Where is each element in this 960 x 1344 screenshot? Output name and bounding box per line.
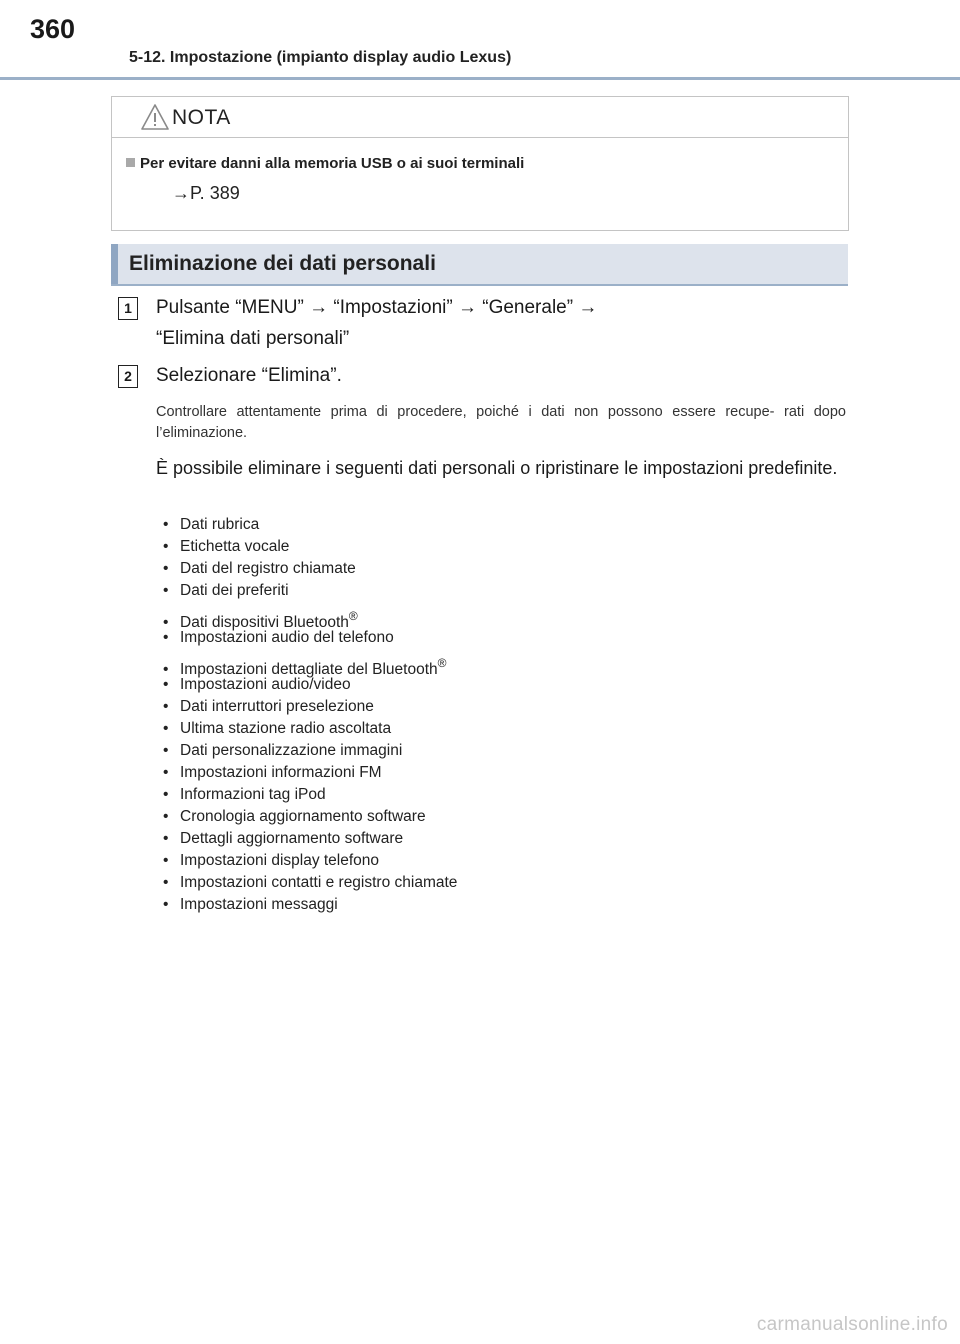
- bullet-icon: •: [163, 516, 169, 533]
- bullet-icon: •: [163, 742, 169, 759]
- list-item: • Impostazioni messaggi: [163, 894, 457, 916]
- square-bullet-icon: [126, 158, 135, 167]
- list-item: • Dati interruttori preselezione: [163, 696, 457, 718]
- page-number: 360: [30, 14, 76, 44]
- list-item: • Ultima stazione radio ascoltata: [163, 718, 457, 740]
- bullet-icon: •: [163, 896, 169, 913]
- list-item: • Dati dispositivi Bluetooth®: [163, 602, 457, 627]
- page-reference: P. 389: [190, 183, 240, 203]
- bullet-icon: •: [163, 808, 169, 825]
- step-text-1: [156, 292, 597, 354]
- notice-box: [111, 96, 849, 231]
- section-heading-text: Eliminazione dei dati personali: [129, 252, 436, 275]
- step-text-1-line1: Pulsante “MENU” → “Impostazioni” → “Generale” →: [156, 297, 598, 318]
- list-item: • Impostazioni audio/video: [163, 674, 457, 696]
- body-paragraph: È possibile eliminare i seguenti dati personali o ripristinare le impostazioni predefinite.: [156, 458, 838, 478]
- bullet-icon: •: [163, 764, 169, 781]
- step-number-1: 1: [118, 297, 138, 320]
- notice-header: [112, 97, 848, 138]
- bullet-icon: •: [163, 582, 169, 599]
- list-item: • Dati personalizzazione immagini: [163, 740, 457, 762]
- notice-item: [126, 155, 524, 172]
- bullet-icon: •: [163, 661, 169, 678]
- bullet-icon: •: [163, 852, 169, 869]
- section-heading: [111, 244, 848, 286]
- list-item: • Impostazioni informazioni FM: [163, 762, 457, 784]
- step-text-1-line2: “Elimina dati personali”: [156, 328, 350, 349]
- caution-note: Controllare attentamente prima di procedere, poiché i dati non possono essere recupe- rati dopo l’eliminazione.: [156, 404, 846, 441]
- list-item: • Dettagli aggiornamento software: [163, 828, 457, 850]
- bullet-icon: •: [163, 698, 169, 715]
- list-item: • Dati del registro chiamate: [163, 558, 457, 580]
- warning-triangle-icon: [140, 103, 170, 131]
- running-section-title: 5-12. Impostazione (impianto display audio Lexus): [129, 49, 512, 66]
- step-number-2: 2: [118, 365, 138, 388]
- list-item: • Impostazioni display telefono: [163, 850, 457, 872]
- bullet-icon: •: [163, 830, 169, 847]
- step-text-2: Selezionare “Elimina”.: [156, 365, 342, 386]
- registered-mark: ®: [348, 609, 358, 623]
- registered-mark: ®: [437, 656, 447, 670]
- bullet-icon: •: [163, 614, 169, 631]
- list-item: • Dati rubrica: [163, 514, 457, 536]
- list-item: • Impostazioni contatti e registro chiamate: [163, 872, 457, 894]
- bullet-icon: •: [163, 720, 169, 737]
- list-item: • Impostazioni audio del telefono: [163, 627, 457, 649]
- header-rule: [0, 77, 960, 80]
- bullet-icon: •: [163, 676, 169, 693]
- watermark: carmanualsonline.info: [756, 1314, 948, 1335]
- notice-reference[interactable]: [172, 183, 240, 204]
- bullet-icon: •: [163, 786, 169, 803]
- bullet-icon: •: [163, 629, 169, 646]
- bullet-icon: •: [163, 538, 169, 555]
- heading-accent-bar: [111, 244, 118, 284]
- list-item: • Cronologia aggiornamento software: [163, 806, 457, 828]
- personal-data-list: [163, 514, 457, 916]
- notice-item-title: Per evitare danni alla memoria USB o ai suoi terminali: [140, 155, 525, 172]
- list-item: • Etichetta vocale: [163, 536, 457, 558]
- list-item: • Dati dei preferiti: [163, 580, 457, 602]
- notice-label: NOTA: [172, 106, 231, 129]
- list-item: • Informazioni tag iPod: [163, 784, 457, 806]
- bullet-icon: •: [163, 874, 169, 891]
- list-item: • Impostazioni dettagliate del Bluetooth®: [163, 649, 457, 674]
- bullet-icon: •: [163, 560, 169, 577]
- arrow-icon: →: [172, 183, 190, 203]
